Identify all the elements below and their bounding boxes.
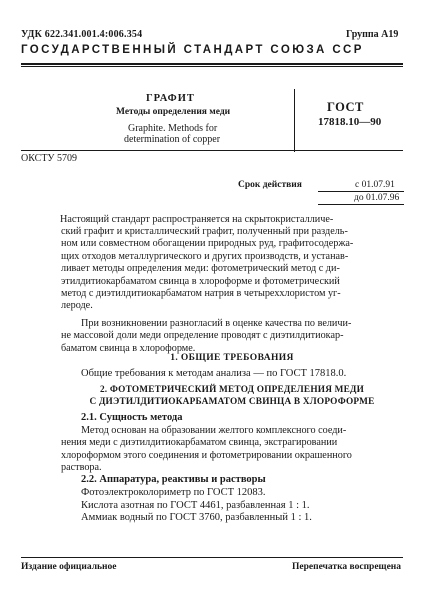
section-1-heading: 1. ОБЩИЕ ТРЕБОВАНИЯ [170, 353, 294, 363]
gost-label: ГОСТ [327, 100, 364, 114]
okstu-code: ОКСТУ 5709 [21, 153, 78, 164]
validity-from: с 01.07.91 [355, 180, 395, 190]
udk-code: УДК 622.341.001.4:006.354 [21, 29, 143, 40]
sub2-line: Аммиак водный по ГОСТ 3760, разбавленный 1 : 1. [81, 512, 312, 524]
sub1-line: раствора. [61, 462, 102, 474]
state-standard-banner: ГОСУДАРСТВЕННЫЙ СТАНДАРТ СОЮЗА ССР [21, 44, 364, 56]
validity-to: до 01.07.96 [354, 193, 400, 203]
intro-line: лероде. [61, 300, 93, 312]
intro-line: щих отходов металлургического и других производств, и устанав- [61, 250, 349, 262]
validity-rule-2 [318, 204, 404, 205]
subsection-2-1-heading [81, 412, 182, 423]
subsection-2-2-title: 2.2. Аппаратура, реактивы и растворы [81, 474, 266, 485]
dispute-line: не массовой доли меди определение проводят с диэтилдитиокар- [61, 330, 344, 342]
subsection-2-2-body [81, 487, 403, 525]
header-rule-thick [21, 63, 403, 65]
intro-paragraph-body [61, 226, 403, 313]
footer-official-edition: Издание официальное [21, 562, 117, 572]
dispute-line: баматом свинца в хлороформе. [61, 342, 196, 354]
sub1-line: хлороформом этого соединения и фотометрировании окрашенного [61, 449, 352, 461]
subsection-2-1-title: 2.1. Сущность метода [81, 412, 183, 423]
footer-reprint-prohibited: Перепечатка воспрещена [292, 562, 402, 572]
sub1-line: Метод основан на образовании желтого комплексного соеди- [81, 425, 347, 436]
footer-rule [21, 557, 403, 558]
intro-line: метод с диэтилдитиокарбаматом натрия в четыреххлористом уг- [61, 288, 341, 300]
section-2-heading-line2: С ДИЭТИЛДИТИОКАРБАМАТОМ СВИНЦА В ХЛОРОФОРМЕ [89, 397, 375, 407]
intro-paragraph [62, 214, 402, 226]
intro-line: этилдитиокарбаматом свинца в хлороформе и фотометрический [61, 275, 340, 287]
subsection-2-2-heading [81, 474, 266, 485]
intro-line: Настоящий стандарт распространяется на скрытокристалличе- [60, 214, 334, 225]
validity-label: Срок действия [238, 180, 302, 190]
subsection-2-1-body [61, 425, 403, 475]
gost-number: 17818.10—90 [318, 116, 382, 128]
header-rule-thin [21, 66, 403, 67]
dispute-line: При возникновении разногласий в оценке качества по величи- [81, 318, 352, 329]
sub2-line: Кислота азотная по ГОСТ 4461, разбавленная 1 : 1. [81, 499, 310, 511]
english-title-line2: determination of copper [124, 134, 221, 145]
dispute-paragraph [61, 318, 403, 355]
intro-line: ном или совместном обогащении природных руд, графитосодержа- [61, 238, 354, 250]
sub1-line: нения меди с диэтилдитиокарбаматом свинца, экстрагировании [61, 437, 338, 449]
group-code: Группа А19 [346, 29, 399, 40]
section-1-text: Общие требования к методам анализа — по ГОСТ 17818.0. [81, 368, 347, 379]
sub2-line: Фотоэлектроколориметр по ГОСТ 12083. [81, 487, 266, 498]
title-divider-vertical [294, 89, 295, 152]
document-title: ГРАФИТ [146, 93, 195, 104]
document-subtitle: Методы определения меди [116, 107, 231, 117]
intro-line: ский графит и кристаллический графит, полученный при раздель- [61, 226, 348, 237]
english-title-line1: Graphite. Methods for [128, 123, 218, 134]
title-block-bottom-rule [21, 150, 403, 151]
intro-line: ливает методы определения меди: фотометрический метод с ди- [61, 263, 340, 275]
section-2-heading-line1: 2. ФОТОМЕТРИЧЕСКИЙ МЕТОД ОПРЕДЕЛЕНИЯ МЕДИ [99, 385, 365, 395]
validity-rule-1 [318, 191, 404, 192]
